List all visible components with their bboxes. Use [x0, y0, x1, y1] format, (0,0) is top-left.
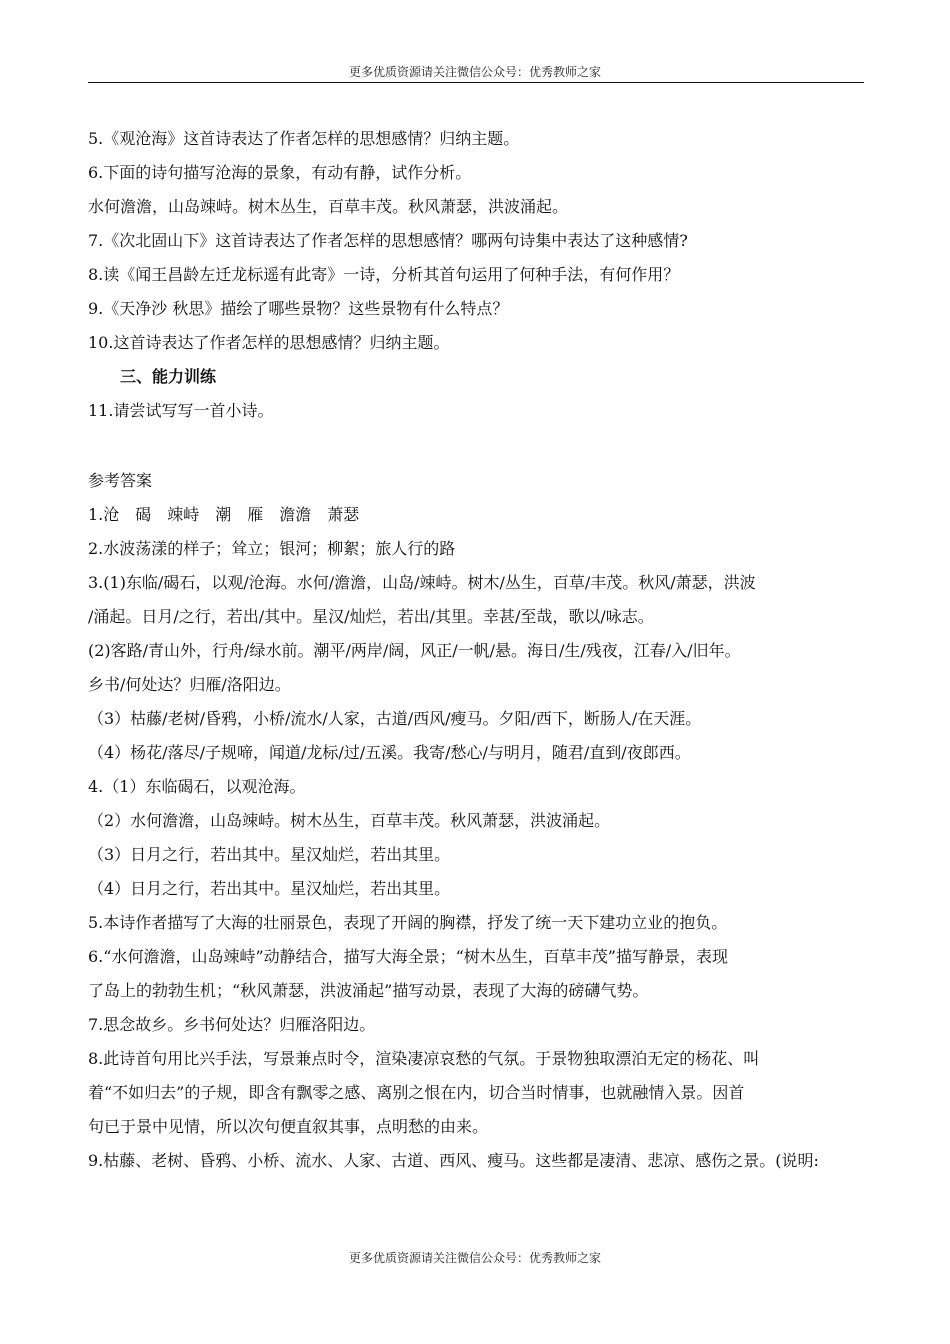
answer-4-line-4: （4）日月之行，若出其中。星汉灿烂，若出其里。 [88, 879, 451, 898]
question-10: 10.这首诗表达了作者怎样的思想感情？归纳主题。 [88, 333, 450, 352]
header-divider [88, 82, 864, 83]
answer-1: 1.沧 碣 竦峙 潮 雁 澹澹 萧瑟 [88, 505, 360, 524]
page-footer: 更多优质资源请关注微信公众号：优秀教师之家 [348, 1251, 601, 1265]
question-9: 9.《天净沙 秋思》描绘了哪些景物？这些景物有什么特点？ [88, 299, 509, 318]
answer-8-line-2: 着“不如归去”的子规，即含有飘零之感、离别之恨在内，切合当时情事，也就融情入景。因首 [88, 1083, 745, 1102]
answer-6-line-2: 了岛上的勃勃生机；“秋风萧瑟，洪波涌起”描写动景，表现了大海的磅礴气势。 [88, 981, 649, 1000]
answer-6-line-1: 6.“水何澹澹，山岛竦峙”动静结合，描写大海全景；“树木丛生，百草丰茂”描写静景，表现 [88, 947, 728, 966]
answer-3-line-6: （4）杨花/落尽/子规啼，闻道/龙标/过/五溪。我寄/愁心/与明月，随君/直到/夜郎西。 [88, 743, 691, 762]
answer-3-line-3: (2)客路/青山外，行舟/绿水前。潮平/两岸/阔，风正/一帆/悬。海日/生/残夜，江春/入/旧年。 [88, 641, 741, 660]
question-6: 6.下面的诗句描写沧海的景象，有动有静，试作分析。 [88, 163, 472, 182]
answers-title: 参考答案 [88, 471, 153, 490]
answer-9-line-1: 9.枯藤、老树、昏鸦、小桥、流水、人家、古道、西风、瘦马。这些都是凄清、悲凉、感伤之景。(说明: [88, 1151, 819, 1170]
answer-3-line-5: （3）枯藤/老树/昏鸦，小桥/流水/人家，古道/西风/瘦马。夕阳/西下，断肠人/在天涯。 [88, 709, 702, 728]
question-6-poem: 水何澹澹，山岛竦峙。树木丛生，百草丰茂。秋风萧瑟，洪波涌起。 [88, 197, 569, 216]
answer-4-line-1: 4.（1）东临碣石，以观沧海。 [88, 777, 306, 796]
question-5: 5.《观沧海》这首诗表达了作者怎样的思想感情？归纳主题。 [88, 129, 520, 148]
answer-5: 5.本诗作者描写了大海的壮丽景色，表现了开阔的胸襟，抒发了统一天下建功立业的抱负。 [88, 913, 728, 932]
answer-3-line-2: /涌起。日月/之行，若出/其中。星汉/灿烂，若出/其里。幸甚/至哉，歌以/咏志。 [88, 607, 654, 626]
answer-3-line-4: 乡书/何处达？归雁/洛阳边。 [88, 675, 291, 694]
answer-7: 7.思念故乡。乡书何处达？归雁洛阳边。 [88, 1015, 376, 1034]
page-header: 更多优质资源请关注微信公众号：优秀教师之家 [348, 65, 601, 79]
answer-4-line-3: （3）日月之行，若出其中。星汉灿烂，若出其里。 [88, 845, 451, 864]
answer-3-line-1: 3.(1)东临/碣石，以观/沧海。水何/澹澹，山岛/竦峙。树木/丛生，百草/丰茂。秋风/萧瑟，洪波 [88, 573, 756, 592]
question-7: 7.《次北固山下》这首诗表达了作者怎样的思想感情？哪两句诗集中表达了这种感情? [88, 231, 688, 250]
answer-8-line-1: 8.此诗首句用比兴手法，写景兼点时令，渲染凄凉哀愁的气氛。于景物独取漂泊无定的杨花、叫 [88, 1049, 760, 1068]
document-body [88, 122, 878, 1178]
question-11: 11.请尝试写写一首小诗。 [88, 401, 274, 420]
answer-2: 2.水波荡漾的样子；耸立；银河；柳絮；旅人行的路 [88, 539, 456, 558]
spacer [88, 428, 878, 464]
question-8: 8.读《闻王昌龄左迁龙标遥有此寄》一诗，分析其首句运用了何种手法，有何作用？ [88, 265, 680, 284]
section-3-title: 三、能力训练 [120, 367, 217, 386]
answer-4-line-2: （2）水何澹澹，山岛竦峙。树木丛生，百草丰茂。秋风萧瑟，洪波涌起。 [88, 811, 611, 830]
answer-8-line-3: 句已于景中见情，所以次句便直叙其事，点明愁的由来。 [88, 1117, 489, 1136]
